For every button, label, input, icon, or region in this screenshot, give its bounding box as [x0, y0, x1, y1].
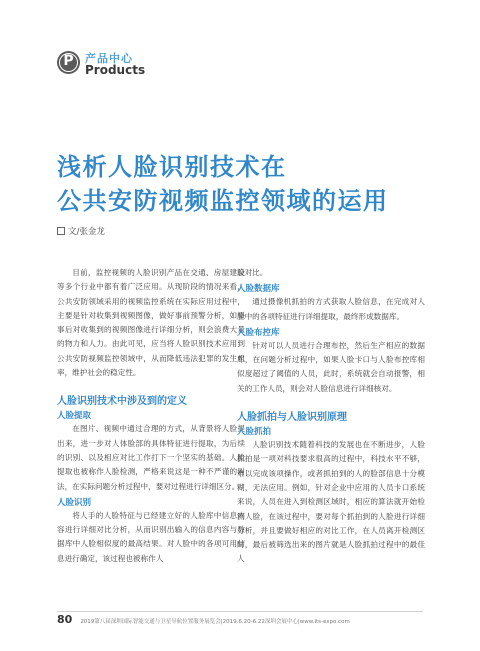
page-number: 80: [57, 613, 73, 626]
subheading-face-recognition: 人脸识别: [57, 497, 92, 508]
article-title-line-1: 浅析人脸识别技术在: [57, 153, 287, 181]
paragraph-face-database: 通过摄像机抓拍的方式获取人脸信息，在完成对人脸中的各项特征进行详细提取，最终形成数据库。: [237, 297, 425, 321]
paragraph-face-recognition: 将人手的人脸特征与已经建立好的人脸库中信息内容进行详细对比分析，从而识别出输入的信息内容与数据库中人脸相似度的最高结果。对人脸中的各项可用信息进行确定，该过程也被称作人: [57, 510, 245, 563]
author-name: 文/张金龙: [68, 227, 105, 237]
subheading-face-capture: 人脸抓拍: [237, 427, 272, 438]
page-footer: [57, 613, 350, 626]
subheading-face-extraction: 人脸提取: [57, 411, 92, 422]
paragraph-continuation: 脸对比。: [237, 268, 268, 277]
left-column: [57, 266, 245, 566]
right-column: [237, 266, 425, 567]
section-label-en: Products: [85, 63, 146, 77]
paragraph-face-watchlist: 针对可以人员进行合理布控，然后生产相应的数据库，在问题分析过程中，如果人脸卡口与人脸布控库相似度超过了阈值的人员，此时，系统就会自动报警，相关的工作人员，则会对人脸信息进行详细核对。: [237, 340, 425, 393]
footer-event-info: 2019第八届深圳国际智能交通与卫星导航位置服务展览会|2019.6.20-6.22深圳会展中心|www.its-expo.com: [80, 619, 350, 625]
author-byline: [57, 225, 105, 237]
paragraph-face-extraction: 在图片、视频中通过合理的方式，从背景将人脸提出来，进一步对人体脸部的具体特征进行提取，为后续的识别、以及相应对比工作打下一个坚实的基础。人脸提取也被称作人脸检测，严格来说这是一种不严谨的叫法，在实际问题分析过程中，要对过程进行详细区分。: [57, 424, 245, 491]
article-title-line-2: 公共安防视频监控领域的运用: [57, 187, 389, 215]
products-badge-icon: P: [57, 51, 80, 74]
section-label-cn: 产品中心: [85, 52, 133, 65]
paragraph-face-capture: 人脸识别技术随着科技的发展也在不断进步，人脸抓拍是一项对科技要求很高的过程中，科技水平不够，难以完成该项操作，或者抓拍到的人的脸部信息十分模糊，无法应用。例如，针对企业中应用的人员卡口系统来说，人员在进入到检测区域时，相应的算法就开始检测人脸，在该过程中，要对每个抓拍到的人脸进行详细分析，并且要做好相应的对比工作，在人员离开检测区时，最后被筛选出来的图片就是人脸抓拍过程中的最佳人: [237, 440, 425, 564]
subheading-face-database: 人脸数据库: [237, 284, 280, 295]
subheading-face-watchlist: 人脸布控库: [237, 327, 280, 338]
section-heading-principles: 人脸抓拍与人脸识别原理: [237, 412, 347, 424]
square-bullet-icon: [57, 227, 65, 235]
intro-paragraph: 目前，监控视频的人脸识别产品在交通、房屋建设等多个行业中都有着广泛应用。从现阶段的情况来看，公共安防领域采用的视频监控系统在实际应用过程中，主要是针对收集到视频图像，做好事前预警分析，如果事后对收集到的视频图像进行详细分析，则会浪费大量的物力和人力。由此可见，应当将人脸识别技术应用到公共安防视频监控领域中，从而降低违法犯罪的发生机率，维护社会的稳定性。: [57, 268, 245, 378]
footer-divider: [57, 611, 423, 612]
section-heading-definitions: 人脸识别技术中涉及到的定义: [57, 396, 187, 408]
